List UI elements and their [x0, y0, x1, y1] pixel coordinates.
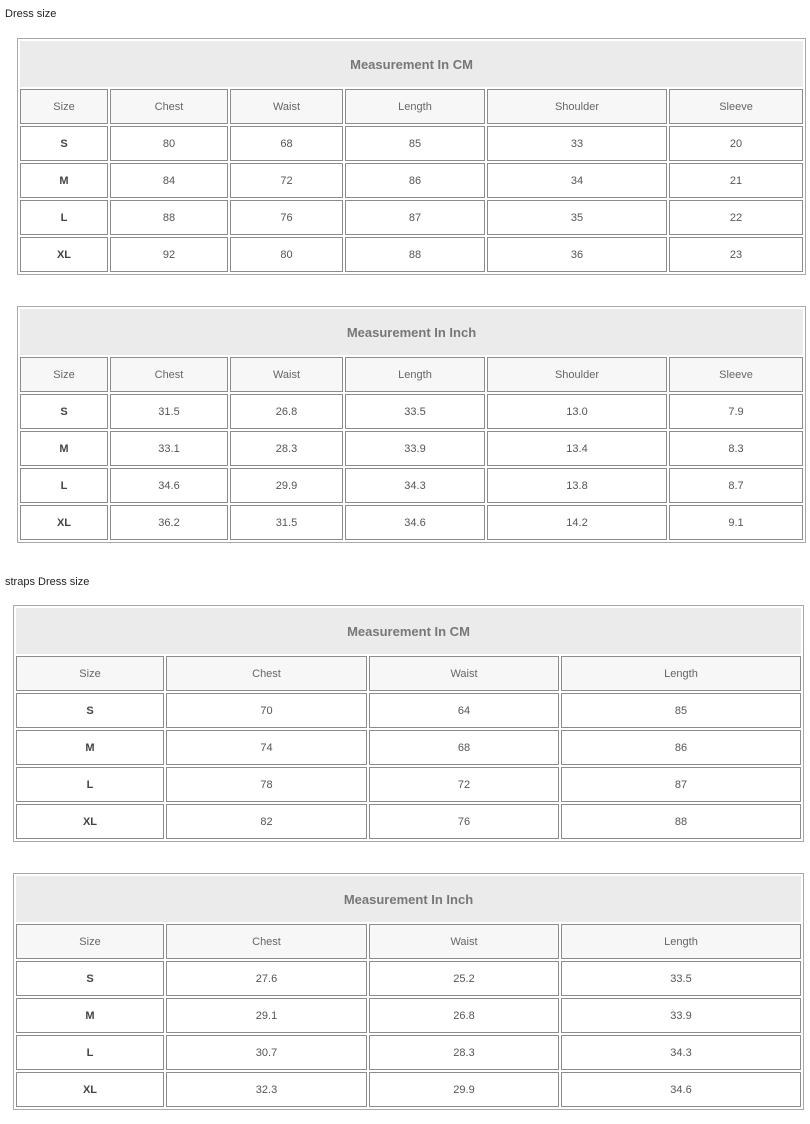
chest-cell: 78: [166, 767, 367, 802]
chest-cell: 70: [166, 693, 367, 728]
waist-cell: 72: [369, 767, 559, 802]
column-header-chest: Chest: [110, 89, 228, 124]
chest-cell: 33.1: [110, 431, 228, 466]
column-header-size: Size: [20, 89, 108, 124]
table-row: [20, 126, 803, 161]
column-header-chest: Chest: [110, 357, 228, 392]
column-header-shoulder: Shoulder: [487, 89, 667, 124]
chest-cell: 88: [110, 200, 228, 235]
waist-cell: 80: [230, 237, 343, 272]
length-cell: 34.6: [561, 1072, 801, 1107]
size-cell: S: [20, 394, 108, 429]
size-cell: M: [20, 431, 108, 466]
table-title-row: [16, 876, 801, 922]
chest-cell: 84: [110, 163, 228, 198]
column-header-shoulder: Shoulder: [487, 357, 667, 392]
section-label-straps-dress-size: straps Dress size: [5, 576, 90, 588]
table-row: [20, 200, 803, 235]
column-header-chest: Chest: [166, 656, 367, 691]
column-header-length: Length: [561, 924, 801, 959]
waist-cell: 26.8: [230, 394, 343, 429]
sleeve-cell: 9.1: [669, 505, 803, 540]
table-title-row: [16, 608, 801, 654]
size-cell: M: [16, 730, 164, 765]
table-row: [20, 394, 803, 429]
chest-cell: 27.6: [166, 961, 367, 996]
dress-cm-table: [17, 38, 806, 275]
size-cell: S: [16, 693, 164, 728]
column-header-length: Length: [345, 89, 485, 124]
table-header-row: [20, 357, 803, 392]
column-header-size: Size: [16, 924, 164, 959]
length-cell: 88: [345, 237, 485, 272]
shoulder-cell: 14.2: [487, 505, 667, 540]
length-cell: 87: [561, 767, 801, 802]
size-cell: XL: [16, 804, 164, 839]
chest-cell: 32.3: [166, 1072, 367, 1107]
length-cell: 33.5: [345, 394, 485, 429]
sleeve-cell: 20: [669, 126, 803, 161]
size-cell: L: [20, 468, 108, 503]
column-header-waist: Waist: [230, 89, 343, 124]
waist-cell: 25.2: [369, 961, 559, 996]
table-row: [20, 505, 803, 540]
column-header-length: Length: [345, 357, 485, 392]
section-label-dress-size: Dress size: [5, 8, 57, 20]
waist-cell: 28.3: [230, 431, 343, 466]
shoulder-cell: 35: [487, 200, 667, 235]
table-title: Measurement In CM: [20, 41, 803, 87]
table-title-row: [20, 309, 803, 355]
waist-cell: 29.9: [369, 1072, 559, 1107]
column-header-sleeve: Sleeve: [669, 357, 803, 392]
sleeve-cell: 23: [669, 237, 803, 272]
length-cell: 87: [345, 200, 485, 235]
table-row: [16, 693, 801, 728]
chest-cell: 92: [110, 237, 228, 272]
size-cell: XL: [16, 1072, 164, 1107]
size-cell: S: [16, 961, 164, 996]
chest-cell: 36.2: [110, 505, 228, 540]
chest-cell: 30.7: [166, 1035, 367, 1070]
shoulder-cell: 13.8: [487, 468, 667, 503]
length-cell: 34.3: [561, 1035, 801, 1070]
waist-cell: 64: [369, 693, 559, 728]
waist-cell: 72: [230, 163, 343, 198]
column-header-sleeve: Sleeve: [669, 89, 803, 124]
waist-cell: 68: [230, 126, 343, 161]
size-cell: XL: [20, 237, 108, 272]
chest-cell: 31.5: [110, 394, 228, 429]
table-row: [20, 237, 803, 272]
sleeve-cell: 8.3: [669, 431, 803, 466]
table-row: [16, 998, 801, 1033]
table-row: [16, 1072, 801, 1107]
table-row: [16, 804, 801, 839]
table-row: [16, 730, 801, 765]
dress-inch-table: [17, 306, 806, 543]
table-header-row: [16, 924, 801, 959]
size-cell: XL: [20, 505, 108, 540]
table-row: [20, 163, 803, 198]
length-cell: 33.5: [561, 961, 801, 996]
shoulder-cell: 36: [487, 237, 667, 272]
waist-cell: 29.9: [230, 468, 343, 503]
size-cell: M: [20, 163, 108, 198]
waist-cell: 76: [369, 804, 559, 839]
straps-dress-inch-table: [13, 873, 804, 1110]
sleeve-cell: 7.9: [669, 394, 803, 429]
chest-cell: 29.1: [166, 998, 367, 1033]
waist-cell: 68: [369, 730, 559, 765]
waist-cell: 28.3: [369, 1035, 559, 1070]
waist-cell: 31.5: [230, 505, 343, 540]
length-cell: 33.9: [561, 998, 801, 1033]
sleeve-cell: 8.7: [669, 468, 803, 503]
length-cell: 34.3: [345, 468, 485, 503]
column-header-chest: Chest: [166, 924, 367, 959]
length-cell: 85: [561, 693, 801, 728]
column-header-waist: Waist: [369, 656, 559, 691]
table-row: [20, 468, 803, 503]
table-header-row: [20, 89, 803, 124]
sleeve-cell: 22: [669, 200, 803, 235]
size-cell: L: [16, 1035, 164, 1070]
chest-cell: 34.6: [110, 468, 228, 503]
column-header-size: Size: [16, 656, 164, 691]
table-title: Measurement In CM: [16, 608, 801, 654]
table-row: [16, 1035, 801, 1070]
straps-dress-cm-table: [13, 605, 804, 842]
column-header-waist: Waist: [230, 357, 343, 392]
length-cell: 88: [561, 804, 801, 839]
waist-cell: 76: [230, 200, 343, 235]
table-row: [16, 961, 801, 996]
size-cell: L: [20, 200, 108, 235]
chest-cell: 80: [110, 126, 228, 161]
length-cell: 86: [561, 730, 801, 765]
table-header-row: [16, 656, 801, 691]
length-cell: 33.9: [345, 431, 485, 466]
shoulder-cell: 13.0: [487, 394, 667, 429]
waist-cell: 26.8: [369, 998, 559, 1033]
shoulder-cell: 33: [487, 126, 667, 161]
column-header-waist: Waist: [369, 924, 559, 959]
size-cell: S: [20, 126, 108, 161]
table-title: Measurement In Inch: [16, 876, 801, 922]
table-row: [16, 767, 801, 802]
sleeve-cell: 21: [669, 163, 803, 198]
size-cell: M: [16, 998, 164, 1033]
shoulder-cell: 13.4: [487, 431, 667, 466]
column-header-length: Length: [561, 656, 801, 691]
chest-cell: 74: [166, 730, 367, 765]
column-header-size: Size: [20, 357, 108, 392]
shoulder-cell: 34: [487, 163, 667, 198]
length-cell: 34.6: [345, 505, 485, 540]
size-cell: L: [16, 767, 164, 802]
table-row: [20, 431, 803, 466]
chest-cell: 82: [166, 804, 367, 839]
table-title-row: [20, 41, 803, 87]
table-title: Measurement In Inch: [20, 309, 803, 355]
length-cell: 85: [345, 126, 485, 161]
length-cell: 86: [345, 163, 485, 198]
